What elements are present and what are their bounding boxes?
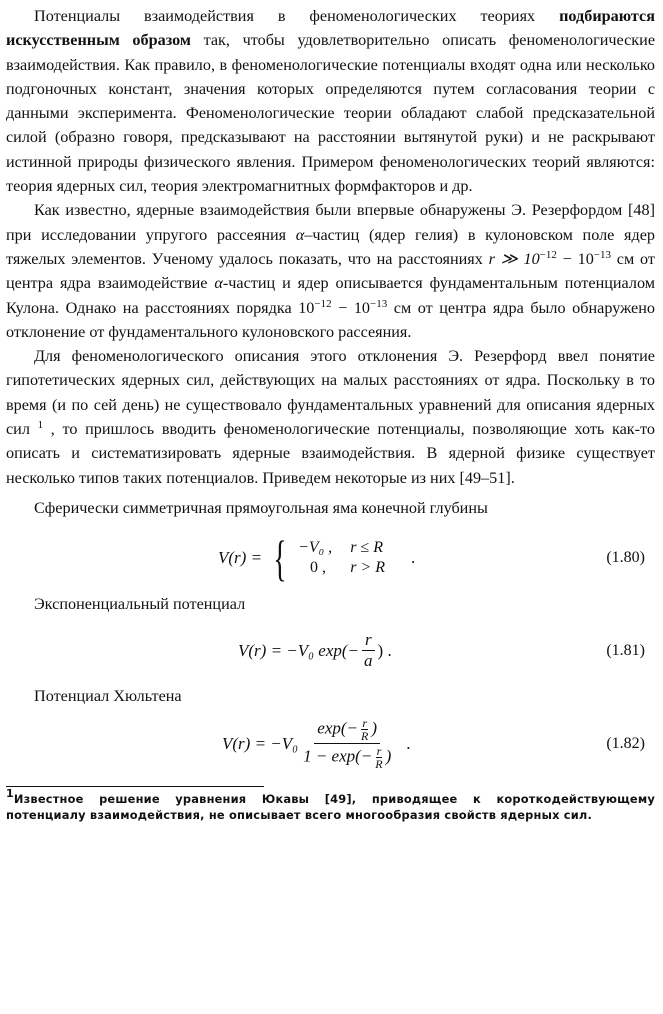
lead-hulthen: Потенциал Хюльтена: [34, 686, 182, 705]
equation-number: (1.82): [606, 734, 645, 752]
case-condition: r > R: [350, 558, 385, 576]
fraction: exp(− $\frac{r}{R}$ ) 1 − exp(− $\frac{r}{R}$ ): [303, 716, 392, 772]
math-inline: r ≫ 10: [488, 249, 540, 268]
equation-number: (1.80): [606, 548, 645, 566]
eq-tail: .: [406, 733, 411, 753]
cases: [298, 539, 385, 577]
text: см от центра ядра взаимодействие: [6, 249, 655, 293]
text: , то пришлось вводить феноменологические потенциалы, позволяющие хоть как-то описать и систематизировать ядерные взаимодействия. В ядерной физике существует несколько типов таких потенциалов. Приведем некоторые из них [49–51].: [6, 420, 655, 487]
text: Как известно, ядерные взаимодействия были впервые обнаружены Э. Резерфордом [48] при исследовании упругого рассеяния: [6, 201, 655, 244]
text: так, чтобы удовлетворительно описать феноменологические взаимодействия. Как правило, в феноменологические потенциалы входят одна или несколько подгоночных констант, значения которых определяются путем согласования теории с данными эксперимента. Феноменологические теории обладают слабой предсказательной силой (образно говоря, предсказывают на расстоянии вытянутой руки) и не раскрывают истинной природы физического явления. Примером феноменологических теорий являются: теория ядерных сил, теория электромагнитных формфакторов и др.: [6, 31, 656, 196]
text: − 10: [556, 249, 594, 268]
eq-lhs: V(r) = −V₀ exp(−: [238, 640, 360, 660]
footnote-rule: [6, 786, 264, 787]
paragraph-1: [6, 4, 655, 198]
text: –частиц (ядер гелия) в кулоновском поле ядер тяжелых элементов. Ученому удалось показать, что на расстояниях: [6, 225, 655, 268]
footnote: [6, 786, 655, 823]
text: Для феноменологического описания этого отклонения Э. Резерфорд ввел понятие гипотетических ядерных сил, действующих на малых расстояниях от ядра. Поскольку в то время (и по сей день) не существовало фундаментальных уравнений для описания ядерных сил: [6, 347, 655, 439]
equation-1-81: [6, 622, 655, 680]
eq-rhs: ) .: [377, 640, 392, 660]
case-value: −V₀ ,: [298, 538, 333, 556]
lead-square-well: Сферически симметричная прямоугольная яма конечной глубины: [34, 498, 488, 517]
paragraph-2: [6, 198, 655, 344]
exponent: −13: [593, 248, 612, 261]
equation-1-82: [6, 712, 655, 776]
exponent: −13: [370, 297, 388, 310]
text: -частиц и ядер описывается фундаментальным потенциалом Кулона. Однако на расстояниях порядка 10: [6, 274, 655, 317]
math-symbol: α: [214, 274, 223, 293]
equation-1-80: [6, 526, 655, 590]
eq-tail: .: [410, 547, 416, 567]
fraction: $\frac{r}{a}$: [361, 631, 376, 670]
paragraph-3: [6, 344, 655, 490]
footnote-ref[interactable]: 1: [37, 419, 44, 432]
eq-lhs: V(r) = −V₀: [222, 733, 299, 753]
footnote-text: Известное решение уравнения Юкавы [49], приводящее к короткодействующему потенциалу взаимодействия, не описывает всего многообразия свойств ядерных сил.: [6, 791, 655, 822]
math-symbol: α: [295, 225, 305, 244]
inner-fraction: $\frac{r}{R}$: [361, 716, 369, 744]
exponent: −12: [314, 297, 332, 310]
bold-phrase: подбираются искусственным образом: [6, 7, 655, 50]
text: см от центра ядра было обнаружено отклонение от фундаментального кулоновского рассеяния.: [6, 298, 655, 341]
left-brace: {: [273, 529, 287, 586]
text: Потенциалы взаимодействия в феноменологических теориях: [34, 7, 560, 25]
equation-number: (1.81): [606, 641, 645, 659]
exponent: −12: [539, 248, 557, 261]
footnote-mark: 1: [6, 786, 14, 800]
text: − 10: [331, 298, 371, 317]
lead-exponential: Экспоненциальный потенциал: [34, 594, 246, 613]
case-condition: r ≤ R: [350, 538, 383, 556]
case-value: 0 ,: [310, 558, 327, 576]
inner-fraction: $\frac{r}{R}$: [375, 744, 383, 772]
eq-lhs: V(r) =: [218, 547, 263, 567]
